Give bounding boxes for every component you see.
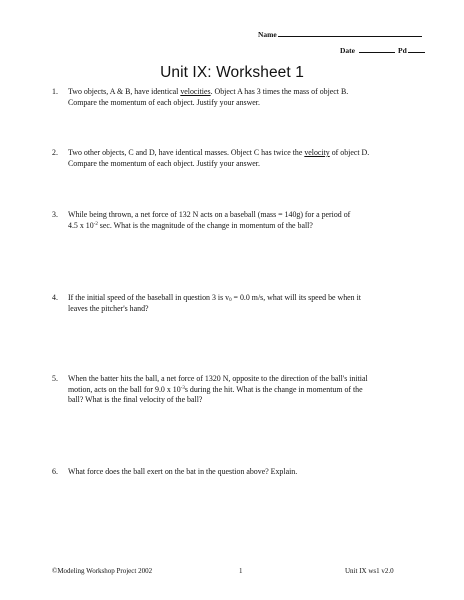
question-3 <box>52 210 422 231</box>
question-line <box>68 467 422 478</box>
question-text <box>68 148 422 169</box>
footer-page-number: 1 <box>239 567 243 575</box>
line-text: What force does the ball exert on the bat in the question above? Explain. <box>68 467 298 476</box>
name-field <box>258 29 422 39</box>
pd-blank <box>408 45 425 53</box>
subscript: 0 <box>229 298 232 303</box>
exponent: -3 <box>180 385 185 391</box>
question-number: 2. <box>52 148 58 157</box>
question-number: 5. <box>52 374 58 383</box>
question-5 <box>52 374 422 406</box>
line-text: If the initial speed of the baseball in question 3 is v <box>68 293 230 302</box>
question-number: 6. <box>52 467 58 476</box>
exponent: -2 <box>93 221 98 227</box>
question-text <box>68 210 422 231</box>
question-line <box>68 374 422 385</box>
question-text <box>68 293 422 314</box>
name-label: Name <box>258 30 277 39</box>
question-text <box>68 467 422 478</box>
line-text: Two other objects, C and D, have identical masses. Object C has twice the <box>68 148 305 157</box>
question-line <box>68 98 422 109</box>
name-blank <box>278 29 422 37</box>
line-text: Compare the momentum of each object. Justify your answer. <box>68 158 260 168</box>
question-6 <box>52 467 422 478</box>
line-text: motion, acts on the ball for 9.0 x 10 <box>68 384 181 394</box>
pd-label: Pd <box>398 46 407 55</box>
question-number: 3. <box>52 210 58 219</box>
question-2 <box>52 148 422 169</box>
question-1 <box>52 87 422 108</box>
date-blank <box>359 45 395 53</box>
line-text: When the batter hits the ball, a net force of 1320 N, opposite to the direction of the ball's initial <box>68 374 368 383</box>
line-text: leaves the pitcher's hand? <box>68 303 149 313</box>
question-line <box>68 210 422 221</box>
question-line <box>68 159 422 170</box>
line-text: Compare the momentum of each object. Justify your answer. <box>68 97 260 107</box>
line-text: = 0.0 m/s, what will its speed be when it <box>231 293 361 302</box>
line-text: ball? What is the final velocity of the ball? <box>68 395 203 404</box>
question-line <box>68 395 422 406</box>
question-line <box>68 148 422 159</box>
date-label: Date <box>340 46 355 55</box>
line-text: sec. What is the magnitude of the change in momentum of the ball? <box>97 220 313 230</box>
question-4 <box>52 293 422 314</box>
line-text: Two objects, A & B, have identical <box>68 87 181 96</box>
question-line <box>68 293 422 304</box>
date-period-field <box>340 45 425 55</box>
question-line <box>68 385 422 396</box>
question-text <box>68 374 422 406</box>
question-line <box>68 304 422 315</box>
question-line <box>68 221 422 232</box>
question-number: 1. <box>52 87 58 96</box>
line-text: 4.5 x 10 <box>68 220 94 230</box>
underlined-term: velocity <box>304 148 330 157</box>
line-text: While being thrown, a net force of 132 N acts on a baseball (mass = 140g) for a period of <box>68 210 351 219</box>
question-number: 4. <box>52 293 58 302</box>
line-text: of object D. <box>329 148 370 157</box>
footer-copyright: ©Modeling Workshop Project 2002 <box>52 567 153 575</box>
question-line <box>68 87 422 98</box>
underlined-term: velocities <box>180 87 211 96</box>
page-title: Unit IX: Worksheet 1 <box>160 64 304 81</box>
line-text: . Object A has 3 times the mass of object B. <box>210 87 349 96</box>
question-text <box>68 87 422 108</box>
line-text: s during the hit. What is the change in momentum of the <box>184 384 363 394</box>
footer-doc-id: Unit IX ws1 v2.0 <box>345 567 394 575</box>
